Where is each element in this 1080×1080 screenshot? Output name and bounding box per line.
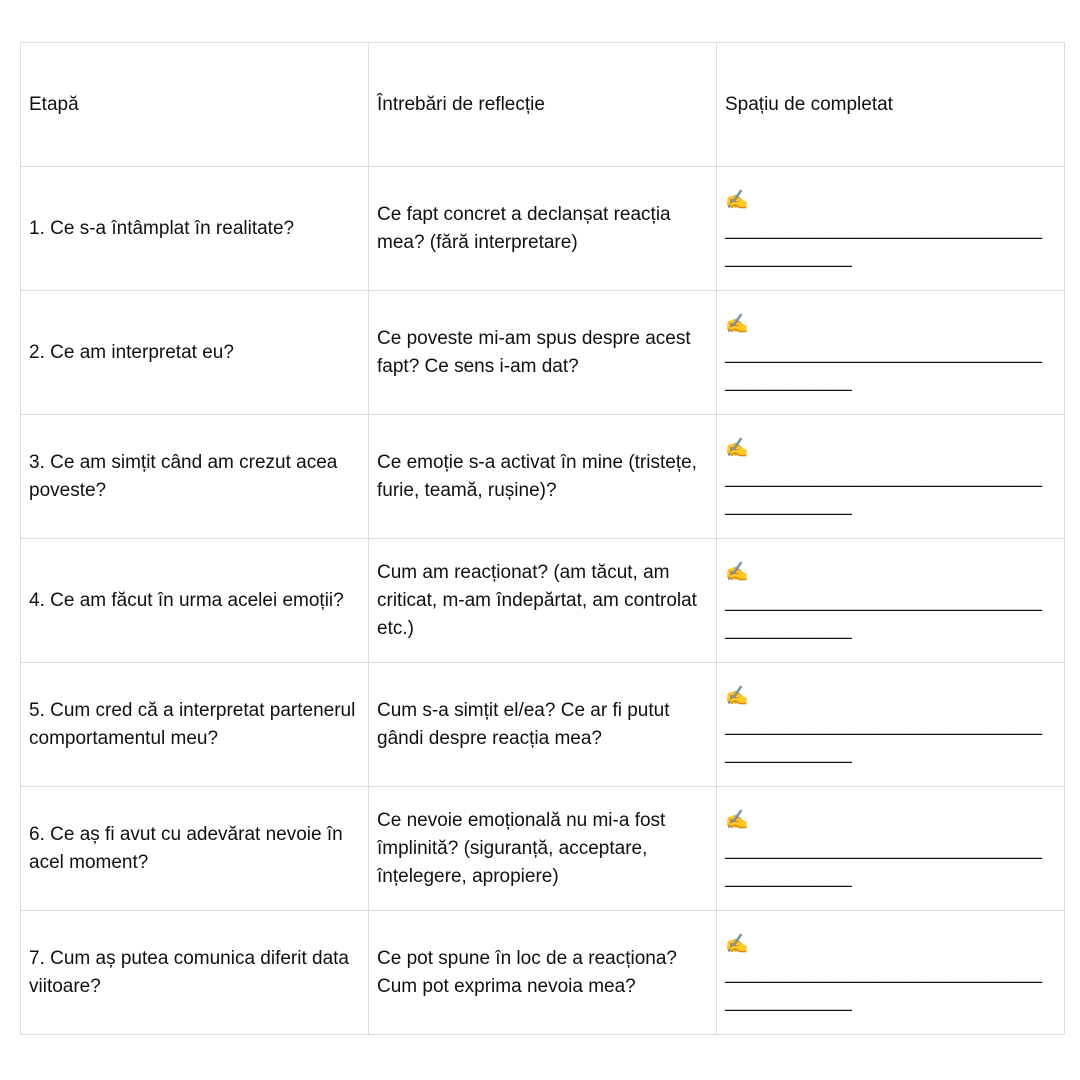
answer-blank-line: ____________ (725, 371, 852, 392)
question-cell: Ce poveste mi-am spus despre acest fapt? Ce sens i-am dat? (369, 291, 717, 415)
step-cell: 2. Ce am interpretat eu? (21, 291, 369, 415)
question-cell: Ce emoție s-a activat în mine (tristețe, furie, teamă, rușine)? (369, 415, 717, 539)
table-row (21, 663, 1065, 787)
answer-cell[interactable] (717, 415, 1065, 539)
step-cell: 5. Cum cred că a interpretat partenerul comportamentul meu? (21, 663, 369, 787)
answer-blank-line: ____________ (725, 495, 852, 516)
writing-hand-icon: ✍️ (725, 809, 749, 831)
question-cell: Ce nevoie emoțională nu mi-a fost împlinită? (siguranță, acceptare, înțelegere, apropiere) (369, 787, 717, 911)
reflection-worksheet-table (20, 42, 1065, 1035)
answer-blank-line: ____________ (725, 247, 852, 268)
writing-hand-icon: ✍️ (725, 685, 749, 707)
question-cell: Ce pot spune în loc de a reacționa? Cum pot exprima nevoia mea? (369, 911, 717, 1035)
table-row (21, 291, 1065, 415)
answer-blank-line: ______________________________ (725, 219, 1043, 240)
answer-blank-line: ______________________________ (725, 963, 1043, 984)
answer-cell[interactable] (717, 911, 1065, 1035)
answer-blank-line: ______________________________ (725, 343, 1043, 364)
step-cell: 1. Ce s-a întâmplat în realitate? (21, 167, 369, 291)
table-row (21, 415, 1065, 539)
table-header-row (21, 43, 1065, 167)
answer-cell[interactable] (717, 167, 1065, 291)
step-cell: 6. Ce aș fi avut cu adevărat nevoie în acel moment? (21, 787, 369, 911)
step-cell: 3. Ce am simțit când am crezut acea poveste? (21, 415, 369, 539)
answer-blank-line: ____________ (725, 867, 852, 888)
question-cell: Ce fapt concret a declanșat reacția mea? (fără interpretare) (369, 167, 717, 291)
table-row (21, 787, 1065, 911)
question-cell: Cum am reacționat? (am tăcut, am criticat, m-am îndepărtat, am controlat etc.) (369, 539, 717, 663)
answer-cell[interactable] (717, 291, 1065, 415)
table-row (21, 539, 1065, 663)
writing-hand-icon: ✍️ (725, 933, 749, 955)
answer-blank-line: ____________ (725, 619, 852, 640)
writing-hand-icon: ✍️ (725, 313, 749, 335)
answer-blank-line: ____________ (725, 991, 852, 1012)
table-row (21, 911, 1065, 1035)
answer-blank-line: ______________________________ (725, 591, 1043, 612)
answer-cell[interactable] (717, 663, 1065, 787)
question-cell: Cum s-a simțit el/ea? Ce ar fi putut gândi despre reacția mea? (369, 663, 717, 787)
header-fill-space: Spațiu de completat (717, 43, 1065, 167)
answer-cell[interactable] (717, 787, 1065, 911)
answer-blank-line: ______________________________ (725, 715, 1043, 736)
answer-blank-line: ____________ (725, 743, 852, 764)
answer-blank-line: ______________________________ (725, 467, 1043, 488)
header-reflection-questions: Întrebări de reflecție (369, 43, 717, 167)
answer-cell[interactable] (717, 539, 1065, 663)
step-cell: 4. Ce am făcut în urma acelei emoții? (21, 539, 369, 663)
table-row (21, 167, 1065, 291)
step-cell: 7. Cum aș putea comunica diferit data viitoare? (21, 911, 369, 1035)
answer-blank-line: ______________________________ (725, 839, 1043, 860)
writing-hand-icon: ✍️ (725, 189, 749, 211)
writing-hand-icon: ✍️ (725, 561, 749, 583)
writing-hand-icon: ✍️ (725, 437, 749, 459)
header-stage: Etapă (21, 43, 369, 167)
